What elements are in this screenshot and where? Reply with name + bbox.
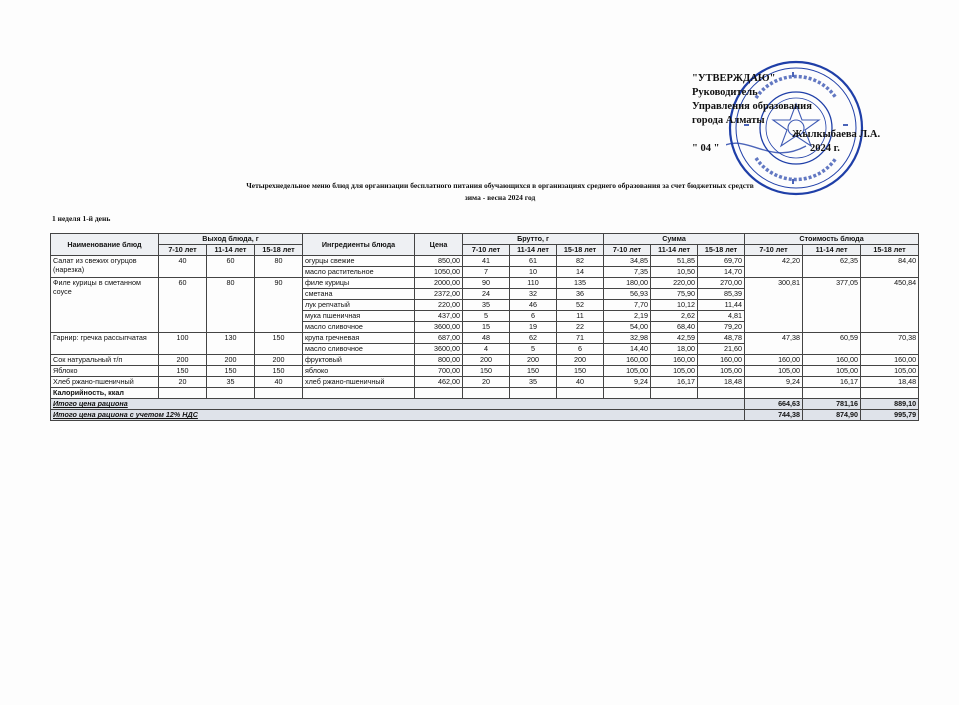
ingredient-name: мука пшеничная	[303, 311, 415, 322]
table-row	[51, 256, 919, 267]
ingredient-name: масло растительное	[303, 267, 415, 278]
output-value: 20	[159, 377, 207, 388]
dish-cost-value: 84,40	[861, 256, 919, 278]
brutto-value: 52	[557, 300, 604, 311]
cost-age-header: 7-10 лет	[745, 245, 803, 256]
brutto-value: 62	[510, 333, 557, 344]
table-row	[51, 366, 919, 377]
empty-cell	[159, 388, 207, 399]
brutto-value: 32	[510, 289, 557, 300]
menu-table	[50, 233, 919, 421]
sum-value: 220,00	[651, 278, 698, 289]
brutto-value: 5	[463, 311, 510, 322]
ingredient-price: 437,00	[415, 311, 463, 322]
output-value: 90	[255, 278, 303, 333]
sum-age-header: 11-14 лет	[651, 245, 698, 256]
brutto-value: 11	[557, 311, 604, 322]
ingredient-price: 687,00	[415, 333, 463, 344]
ingredient-price: 2000,00	[415, 278, 463, 289]
brutto-value: 40	[557, 377, 604, 388]
col-output-header: Выход блюда, г	[159, 234, 303, 245]
ingredient-price: 462,00	[415, 377, 463, 388]
brutto-age-header: 15-18 лет	[557, 245, 604, 256]
brutto-value: 36	[557, 289, 604, 300]
dish-cost-value: 16,17	[803, 377, 861, 388]
ingredient-name: масло сливочное	[303, 322, 415, 333]
cost-age-header: 15-18 лет	[861, 245, 919, 256]
dish-cost-value: 160,00	[861, 355, 919, 366]
dish-cost-value: 160,00	[803, 355, 861, 366]
sum-value: 18,00	[651, 344, 698, 355]
sum-value: 7,35	[604, 267, 651, 278]
brutto-value: 35	[463, 300, 510, 311]
empty-cell	[303, 388, 415, 399]
dish-name: Яблоко	[51, 366, 159, 377]
brutto-value: 24	[463, 289, 510, 300]
brutto-value: 135	[557, 278, 604, 289]
col-brutto-header: Брутто, г	[463, 234, 604, 245]
empty-cell	[745, 388, 803, 399]
output-value: 200	[159, 355, 207, 366]
total-row	[51, 410, 919, 421]
brutto-value: 35	[510, 377, 557, 388]
sum-value: 180,00	[604, 278, 651, 289]
dish-cost-value: 160,00	[745, 355, 803, 366]
ingredient-price: 850,00	[415, 256, 463, 267]
sum-value: 11,44	[698, 300, 745, 311]
col-sum-header: Сумма	[604, 234, 745, 245]
sum-value: 85,39	[698, 289, 745, 300]
output-value: 60	[207, 256, 255, 278]
output-value: 40	[255, 377, 303, 388]
col-dish-header: Наименование блюд	[51, 234, 159, 256]
approval-signer: Жылкыбаева Л.А.	[792, 129, 881, 140]
ingredient-name: лук репчатый	[303, 300, 415, 311]
table-row	[51, 355, 919, 366]
total-value: 781,16	[803, 399, 861, 410]
calories-label: Калорийность, ккал	[51, 388, 159, 399]
dish-cost-value: 62,35	[803, 256, 861, 278]
ingredient-price: 220,00	[415, 300, 463, 311]
brutto-value: 19	[510, 322, 557, 333]
table-row	[51, 278, 919, 289]
empty-cell	[803, 388, 861, 399]
output-value: 150	[255, 366, 303, 377]
sum-value: 9,24	[604, 377, 651, 388]
sum-value: 42,59	[651, 333, 698, 344]
sum-value: 54,00	[604, 322, 651, 333]
total-value: 995,79	[861, 410, 919, 421]
approval-block	[692, 72, 881, 154]
empty-cell	[698, 388, 745, 399]
output-value: 150	[255, 333, 303, 355]
sum-value: 10,12	[651, 300, 698, 311]
sum-value: 21,60	[698, 344, 745, 355]
brutto-value: 82	[557, 256, 604, 267]
brutto-age-header: 7-10 лет	[463, 245, 510, 256]
dish-name: Гарнир: гречка рассыпчатая	[51, 333, 159, 355]
sum-value: 68,40	[651, 322, 698, 333]
empty-cell	[557, 388, 604, 399]
output-value: 80	[255, 256, 303, 278]
brutto-value: 90	[463, 278, 510, 289]
brutto-value: 7	[463, 267, 510, 278]
brutto-value: 14	[557, 267, 604, 278]
empty-cell	[510, 388, 557, 399]
brutto-age-header: 11-14 лет	[510, 245, 557, 256]
output-value: 80	[207, 278, 255, 333]
output-value: 40	[159, 256, 207, 278]
dish-name: Сок натуральный т/п	[51, 355, 159, 366]
approval-title: "УТВЕРЖДАЮ"	[692, 73, 776, 84]
ingredient-name: огурцы свежие	[303, 256, 415, 267]
ingredient-price: 800,00	[415, 355, 463, 366]
dish-name: Хлеб ржано-пшеничный	[51, 377, 159, 388]
brutto-value: 22	[557, 322, 604, 333]
dish-cost-value: 300,81	[745, 278, 803, 333]
sum-value: 4,81	[698, 311, 745, 322]
cost-age-header: 11-14 лет	[803, 245, 861, 256]
output-value: 130	[207, 333, 255, 355]
empty-cell	[255, 388, 303, 399]
output-value: 200	[207, 355, 255, 366]
sum-value: 18,48	[698, 377, 745, 388]
output-value: 35	[207, 377, 255, 388]
brutto-value: 46	[510, 300, 557, 311]
brutto-value: 41	[463, 256, 510, 267]
total-value: 889,10	[861, 399, 919, 410]
sum-value: 270,00	[698, 278, 745, 289]
output-value: 200	[255, 355, 303, 366]
empty-cell	[415, 388, 463, 399]
total-value: 874,90	[803, 410, 861, 421]
ingredient-price: 3600,00	[415, 344, 463, 355]
dish-cost-value: 18,48	[861, 377, 919, 388]
brutto-value: 48	[463, 333, 510, 344]
output-value: 60	[159, 278, 207, 333]
sum-value: 160,00	[698, 355, 745, 366]
sum-value: 75,90	[651, 289, 698, 300]
empty-cell	[861, 388, 919, 399]
sum-value: 48,78	[698, 333, 745, 344]
dish-cost-value: 450,84	[861, 278, 919, 333]
dish-cost-value: 377,05	[803, 278, 861, 333]
ingredient-price: 2372,00	[415, 289, 463, 300]
sum-value: 34,85	[604, 256, 651, 267]
total-label: Итого цена рациона с учетом 12% НДС	[51, 410, 745, 421]
calories-row	[51, 388, 919, 399]
ingredient-name: фруктовый	[303, 355, 415, 366]
sum-value: 105,00	[698, 366, 745, 377]
brutto-value: 150	[463, 366, 510, 377]
col-ingredients-header: Ингредиенты блюда	[303, 234, 415, 256]
total-value: 744,38	[745, 410, 803, 421]
approval-date: " 04 "	[692, 143, 720, 154]
brutto-value: 6	[510, 311, 557, 322]
empty-cell	[651, 388, 698, 399]
sum-value: 7,70	[604, 300, 651, 311]
sum-value: 32,98	[604, 333, 651, 344]
title-line-1: Четырехнедельное меню блюд для организации бесплатного питания обучающихся в организациях среднего образования за счет бюджетных средств	[246, 181, 754, 190]
brutto-value: 71	[557, 333, 604, 344]
brutto-value: 5	[510, 344, 557, 355]
empty-cell	[207, 388, 255, 399]
brutto-value: 20	[463, 377, 510, 388]
empty-cell	[463, 388, 510, 399]
output-value: 150	[207, 366, 255, 377]
sum-value: 69,70	[698, 256, 745, 267]
sum-value: 105,00	[651, 366, 698, 377]
total-value: 664,63	[745, 399, 803, 410]
brutto-value: 4	[463, 344, 510, 355]
ingredient-name: хлеб ржано-пшеничный	[303, 377, 415, 388]
ingredient-name: масло сливочное	[303, 344, 415, 355]
dish-name: Салат из свежих огурцов (нарезка)	[51, 256, 159, 278]
empty-cell	[604, 388, 651, 399]
sum-value: 79,20	[698, 322, 745, 333]
sum-value: 56,93	[604, 289, 651, 300]
approval-position: Руководитель	[692, 87, 758, 98]
sum-value: 160,00	[651, 355, 698, 366]
output-age-header: 15-18 лет	[255, 245, 303, 256]
approval-department: Управления образования	[692, 101, 812, 112]
table-row	[51, 377, 919, 388]
brutto-value: 15	[463, 322, 510, 333]
brutto-value: 200	[510, 355, 557, 366]
dish-cost-value: 42,20	[745, 256, 803, 278]
sum-value: 2,62	[651, 311, 698, 322]
ingredient-price: 700,00	[415, 366, 463, 377]
dish-cost-value: 105,00	[803, 366, 861, 377]
total-label: Итого цена рациона	[51, 399, 745, 410]
total-row	[51, 399, 919, 410]
approval-year: 2024 г.	[810, 143, 840, 154]
brutto-value: 10	[510, 267, 557, 278]
ingredient-name: сметана	[303, 289, 415, 300]
brutto-value: 110	[510, 278, 557, 289]
output-value: 150	[159, 366, 207, 377]
sum-value: 10,50	[651, 267, 698, 278]
dish-name: Филе курицы в сметанном соусе	[51, 278, 159, 333]
dish-cost-value: 47,38	[745, 333, 803, 355]
dish-cost-value: 9,24	[745, 377, 803, 388]
ingredient-price: 3600,00	[415, 322, 463, 333]
col-cost-header: Стоимость блюда	[745, 234, 919, 245]
ingredient-name: крупа гречневая	[303, 333, 415, 344]
sum-value: 105,00	[604, 366, 651, 377]
title-line-2: зима - весна 2024 год	[464, 193, 536, 202]
ingredient-name: яблоко	[303, 366, 415, 377]
dish-cost-value: 105,00	[861, 366, 919, 377]
brutto-value: 61	[510, 256, 557, 267]
sum-value: 14,40	[604, 344, 651, 355]
brutto-value: 150	[510, 366, 557, 377]
brutto-value: 6	[557, 344, 604, 355]
document-title	[120, 180, 880, 204]
dish-cost-value: 105,00	[745, 366, 803, 377]
sum-age-header: 15-18 лет	[698, 245, 745, 256]
sum-value: 160,00	[604, 355, 651, 366]
approval-city: города Алматы	[692, 115, 765, 126]
brutto-value: 200	[557, 355, 604, 366]
brutto-value: 200	[463, 355, 510, 366]
col-price-header: Цена	[415, 234, 463, 256]
week-day-label: 1 неделя 1-й день	[52, 214, 111, 223]
output-age-header: 7-10 лет	[159, 245, 207, 256]
dish-cost-value: 60,59	[803, 333, 861, 355]
dish-cost-value: 70,38	[861, 333, 919, 355]
sum-value: 2,19	[604, 311, 651, 322]
table-row	[51, 333, 919, 344]
output-age-header: 11-14 лет	[207, 245, 255, 256]
ingredient-name: филе курицы	[303, 278, 415, 289]
brutto-value: 150	[557, 366, 604, 377]
sum-age-header: 7-10 лет	[604, 245, 651, 256]
sum-value: 14,70	[698, 267, 745, 278]
sum-value: 51,85	[651, 256, 698, 267]
output-value: 100	[159, 333, 207, 355]
ingredient-price: 1050,00	[415, 267, 463, 278]
sum-value: 16,17	[651, 377, 698, 388]
